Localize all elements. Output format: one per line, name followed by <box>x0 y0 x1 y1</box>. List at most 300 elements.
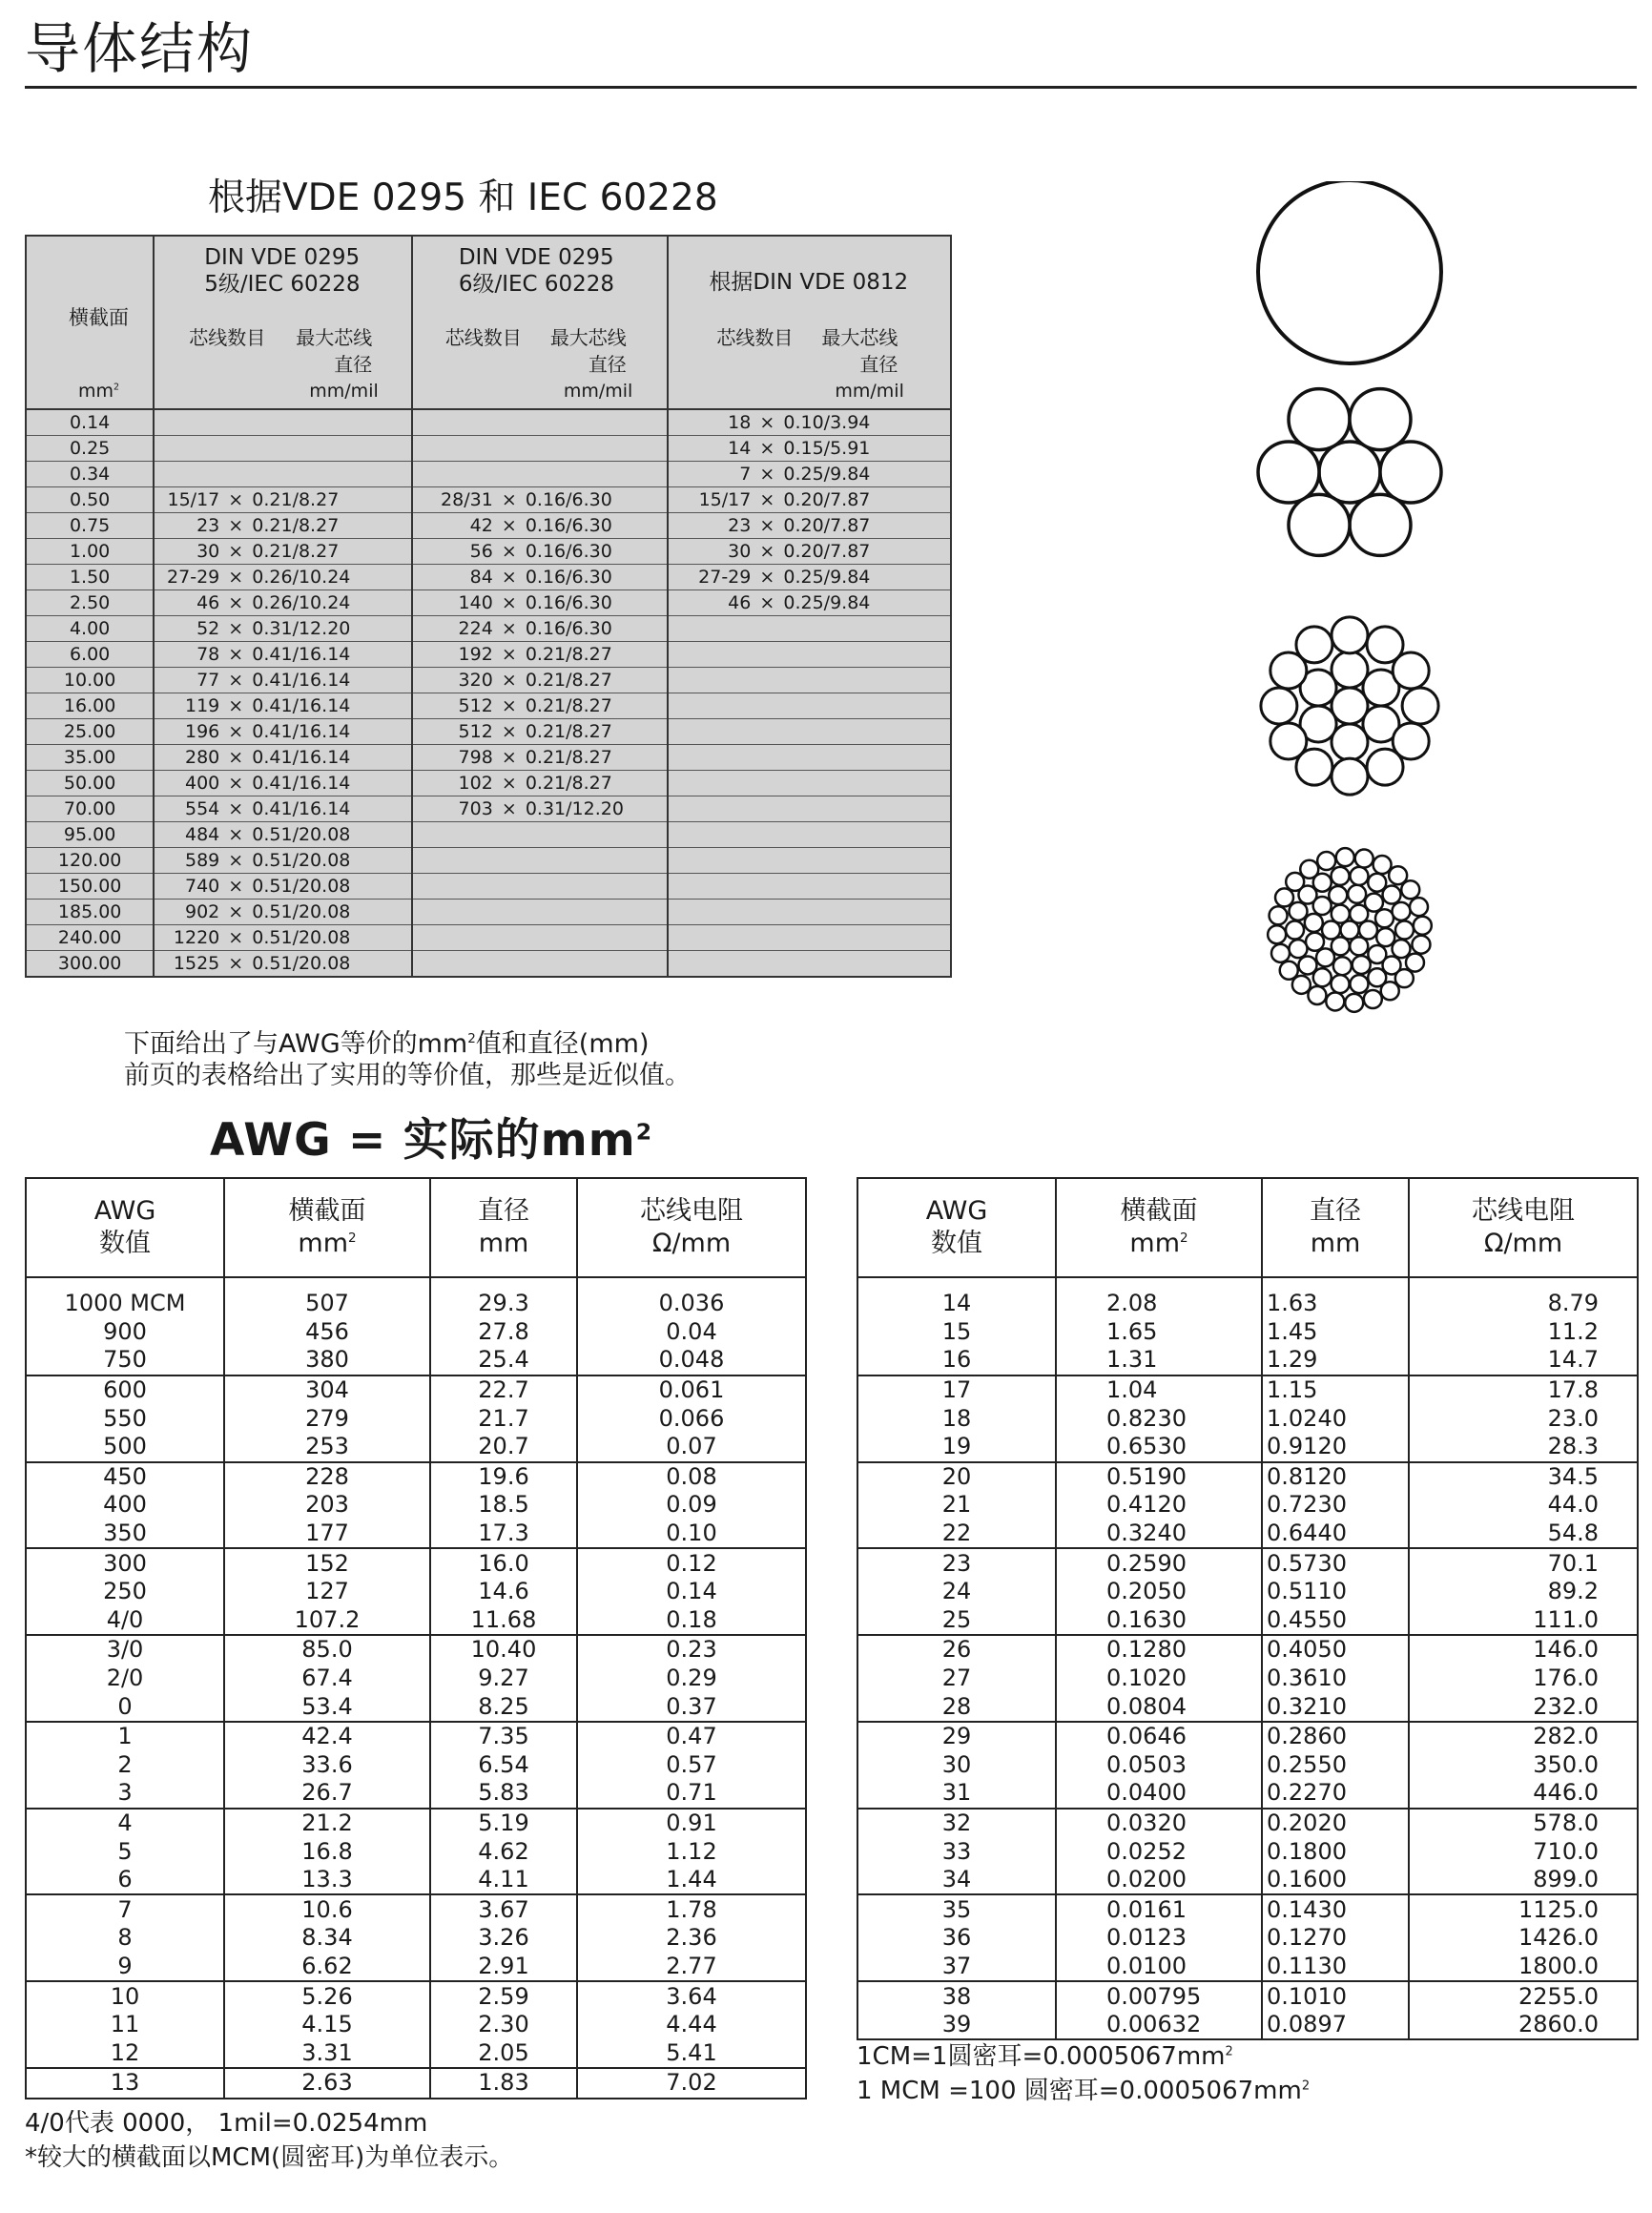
awg-left-header-cross-section: 横截面 $mm^2$ <box>224 1178 430 1277</box>
awg-cell-diameter: 6.54 <box>430 1751 577 1780</box>
awg-cell-resistance: 11.2 <box>1547 1317 1599 1345</box>
vde-cell-c6 <box>412 436 669 462</box>
strand-wire <box>1296 627 1332 663</box>
max-strand-diameter: 0.51/20.08 <box>252 876 351 897</box>
strand-wire <box>1316 948 1334 966</box>
times-symbol: × <box>228 695 244 716</box>
strand-wire <box>1319 442 1380 503</box>
awg-cell-diameter: 4.62 <box>430 1837 577 1866</box>
times-symbol: × <box>759 464 775 485</box>
times-symbol: × <box>759 489 775 510</box>
awg-table-row <box>857 1866 1638 1895</box>
strand-wire <box>1367 749 1403 785</box>
awg-intro-line2: 前页的表格给出了实用的等价值，那些是近似值。 <box>124 1061 691 1090</box>
awg-cell-diameter: 5.19 <box>430 1809 577 1838</box>
awg-table-row <box>26 1894 806 1924</box>
vde-cell-cross-section: 240.00 <box>26 925 154 951</box>
awg-table-row <box>857 1809 1638 1838</box>
vde-table-header <box>26 236 951 409</box>
strand-count: 77 <box>196 670 220 691</box>
awg-table-row <box>857 1520 1638 1549</box>
times-symbol: × <box>228 644 244 665</box>
vde-cell-c8 <box>668 719 951 745</box>
max-strand-diameter: 0.26/10.24 <box>252 567 351 588</box>
vde-cell-c6 <box>412 693 669 719</box>
vde-header-class5-diam: 最大芯线 <box>296 326 373 349</box>
strand-count: 1220 <box>173 927 220 948</box>
vde-cell-cross-section: 0.34 <box>26 462 154 487</box>
awg-cell-cross-section: 21.2 <box>224 1809 430 1838</box>
times-symbol: × <box>501 567 517 588</box>
awg-spacer-cell <box>26 1277 224 1290</box>
awg-cell-gauge: 12 <box>26 2038 224 2068</box>
strand-wire <box>1365 894 1383 912</box>
awg-cell-gauge: 9 <box>26 1953 224 1982</box>
awg-cell-cross-section: 1.65 <box>1056 1318 1262 1347</box>
vde-cell-cross-section: 1.00 <box>26 539 154 565</box>
awg-table-row <box>26 2011 806 2039</box>
awg-cell-diameter: 18.5 <box>430 1491 577 1520</box>
vde-header-0812 <box>668 236 951 409</box>
awg-cell-resistance: 0.066 <box>658 1404 725 1432</box>
awg-cell-resistance: 710.0 <box>1533 1837 1599 1865</box>
awg-cell-gauge: 14 <box>857 1290 1056 1318</box>
awg-cell-cross-section: 13.3 <box>224 1866 430 1895</box>
vde-table-row <box>26 796 951 822</box>
vde-table-row <box>26 539 951 565</box>
times-symbol: × <box>501 747 517 768</box>
awg-cell-resistance: 111.0 <box>1409 1606 1638 1636</box>
times-symbol: × <box>228 953 244 974</box>
awg-cell-cross-section: 0.00795 <box>1056 1981 1262 2011</box>
vde-cell-c6 <box>412 668 669 693</box>
awg-cell-diameter: 20.7 <box>430 1433 577 1462</box>
awg-cell-gauge: 27 <box>857 1665 1056 1693</box>
awg-cell-diameter: 0.1130 <box>1262 1953 1409 1982</box>
vde-header-0812-diam: 最大芯线 <box>821 326 898 349</box>
vde-cell-cross-section: 50.00 <box>26 771 154 796</box>
awg-cell-diameter: 10.40 <box>430 1635 577 1665</box>
awg-cell-resistance: 1.78 <box>666 1895 717 1923</box>
vde-header-0812-count: 芯线数目 <box>716 326 794 349</box>
max-strand-diameter: 0.16/6.30 <box>525 515 612 536</box>
awg-table-row <box>857 1491 1638 1520</box>
strand-wire <box>1402 688 1438 724</box>
max-strand-diameter: 0.51/20.08 <box>252 927 351 948</box>
awg-cell-diameter: 0.5730 <box>1262 1548 1409 1578</box>
awg-cell-cross-section: 0.5190 <box>1056 1462 1262 1492</box>
awg-cell-gauge: 450 <box>26 1462 224 1492</box>
strand-wire <box>1317 852 1335 870</box>
strand-wire <box>1410 898 1428 916</box>
awg-cell-diameter: 0.1800 <box>1262 1837 1409 1866</box>
awg-cell-diameter: 1.83 <box>430 2068 577 2099</box>
times-symbol: × <box>228 824 244 845</box>
awg-table-row <box>857 1751 1638 1780</box>
title-divider <box>25 86 1637 89</box>
awg-cell-diameter: 0.2020 <box>1262 1809 1409 1838</box>
awg-table-row <box>26 1462 806 1492</box>
awg-cell-gauge: 22 <box>857 1520 1056 1549</box>
awg-table-row <box>26 1692 806 1722</box>
times-symbol: × <box>501 695 517 716</box>
strand-wire <box>1326 992 1344 1010</box>
times-symbol: × <box>501 721 517 742</box>
strand-wire <box>1280 962 1298 980</box>
strand-count: 703 <box>458 798 493 819</box>
awg-cell-gauge: 16 <box>857 1346 1056 1375</box>
awg-table-row <box>857 1290 1638 1318</box>
awg-cell-diameter: 11.68 <box>430 1606 577 1636</box>
awg-spacer-cell <box>224 1277 430 1290</box>
vde-table-row <box>26 462 951 487</box>
awg-table-row <box>26 1635 806 1665</box>
awg-cell-cross-section: 33.6 <box>224 1751 430 1780</box>
strand-wire <box>1275 888 1293 906</box>
footnote-left-line1: 4/0代表 0000， 1mil=0.0254mm <box>25 2109 428 2138</box>
strand-wire <box>1258 442 1319 503</box>
awg-table-row <box>857 1779 1638 1809</box>
awg-table-row <box>857 1722 1638 1751</box>
vde-cell-c8 <box>668 462 951 487</box>
vde-table-row <box>26 487 951 513</box>
max-strand-diameter: 0.20/7.87 <box>783 541 871 562</box>
vde-cell-c6 <box>412 565 669 590</box>
awg-cell-resistance: 3.64 <box>666 1982 717 2010</box>
awg-cell-cross-section: 8.34 <box>224 1924 430 1953</box>
awg-cell-diameter: 3.26 <box>430 1924 577 1953</box>
strand-count: 27-29 <box>698 567 752 588</box>
vde-table-row <box>26 565 951 590</box>
awg-cell-resistance: 446.0 <box>1409 1779 1638 1809</box>
awg-table-row <box>857 1375 1638 1405</box>
vde-cell-cross-section: 2.50 <box>26 590 154 616</box>
awg-cell-resistance: 7.02 <box>666 2069 717 2097</box>
strand-wire <box>1306 933 1324 951</box>
awg-cell-resistance: 1.44 <box>577 1866 806 1895</box>
awg-cell-cross-section: 304 <box>224 1375 430 1405</box>
vde-cell-c5 <box>154 668 412 693</box>
awg-cell-diameter: 2.05 <box>430 2038 577 2068</box>
max-strand-diameter: 0.16/6.30 <box>525 489 612 510</box>
vde-header-class5-line2: 5级/IEC 60228 <box>204 272 361 297</box>
awg-cell-diameter: 0.2550 <box>1262 1751 1409 1780</box>
strand-wire <box>1380 442 1441 503</box>
vde-header-class5-count: 芯线数目 <box>189 326 266 349</box>
strand-count: 28/31 <box>441 489 493 510</box>
strand-count: 15/17 <box>167 489 220 510</box>
awg-cell-resistance: 1800.0 <box>1409 1953 1638 1982</box>
awg-cell-resistance: 17.8 <box>1547 1376 1599 1404</box>
awg-cell-gauge: 31 <box>857 1779 1056 1809</box>
awg-cell-diameter: 0.5110 <box>1262 1578 1409 1606</box>
strand-count: 18 <box>728 412 752 433</box>
vde-cell-c6 <box>412 409 669 436</box>
times-symbol: × <box>501 489 517 510</box>
strand-wire <box>1289 902 1307 920</box>
awg-cell-cross-section: 127 <box>224 1578 430 1606</box>
vde-cell-cross-section: 120.00 <box>26 848 154 874</box>
times-symbol: × <box>228 670 244 691</box>
strand-count: 7 <box>739 464 752 485</box>
vde-cell-cross-section: 25.00 <box>26 719 154 745</box>
awg-cell-cross-section: 203 <box>224 1491 430 1520</box>
footnote-left <box>25 2106 513 2175</box>
vde-cell-c8 <box>668 409 951 436</box>
awg-cell-resistance: 54.8 <box>1409 1520 1638 1549</box>
strand-count: 589 <box>185 850 220 871</box>
awg-table-row <box>26 1491 806 1520</box>
awg-cell-gauge: 10 <box>26 1981 224 2011</box>
vde-table-row <box>26 874 951 900</box>
vde-header-class6 <box>412 236 669 409</box>
vde-cell-c5 <box>154 436 412 462</box>
vde-cell-cross-section: 0.75 <box>26 513 154 539</box>
vde-table-row <box>26 719 951 745</box>
awg-cell-gauge: 600 <box>26 1375 224 1405</box>
vde-cell-c5 <box>154 796 412 822</box>
awg-cell-resistance: 5.41 <box>577 2038 806 2068</box>
awg-cell-gauge: 2/0 <box>26 1665 224 1693</box>
awg-cell-resistance: 0.14 <box>666 1578 717 1605</box>
max-strand-diameter: 0.21/8.27 <box>525 747 612 768</box>
vde-cell-c6 <box>412 900 669 925</box>
awg-table-row <box>26 1981 806 2011</box>
awg-cell-diameter: 0.2270 <box>1262 1779 1409 1809</box>
awg-cell-cross-section: 4.15 <box>224 2011 430 2039</box>
awg-cell-gauge: 7 <box>26 1894 224 1924</box>
max-strand-diameter: 0.41/16.14 <box>252 721 351 742</box>
awg-cell-resistance: 2.36 <box>666 1924 717 1952</box>
strand-count: 224 <box>458 618 493 639</box>
footnote-right-line2: 1 MCM =100 圆密耳$=0.0005067mm^2$ <box>857 2077 1311 2105</box>
strand-wire <box>1308 986 1326 1004</box>
awg-cell-resistance: 34.5 <box>1547 1462 1599 1490</box>
strand-count: 52 <box>196 618 220 639</box>
awg-cell-cross-section: 0.0100 <box>1056 1953 1262 1982</box>
awg-cell-gauge: 39 <box>857 2011 1056 2040</box>
awg-cell-gauge: 37 <box>857 1953 1056 1982</box>
awg-cell-diameter: 0.3210 <box>1262 1692 1409 1722</box>
awg-cell-diameter: 0.2860 <box>1262 1722 1409 1751</box>
max-strand-diameter: 0.51/20.08 <box>252 850 351 871</box>
vde-table-row <box>26 513 951 539</box>
awg-table-row <box>26 1548 806 1578</box>
max-strand-diameter: 0.15/5.91 <box>783 438 871 459</box>
strand-wire <box>1289 494 1350 555</box>
vde-cell-c8 <box>668 874 951 900</box>
awg-cell-resistance: 70.1 <box>1547 1549 1599 1577</box>
awg-table-row <box>857 1635 1638 1665</box>
awg-cell-cross-section: 5.26 <box>224 1981 430 2011</box>
awg-cell-resistance: 899.0 <box>1409 1866 1638 1895</box>
awg-cell-cross-section: 0.0320 <box>1056 1809 1262 1838</box>
awg-left-header-diameter: 直径 mm <box>430 1178 577 1277</box>
awg-cell-resistance: 0.07 <box>577 1433 806 1462</box>
awg-cell-diameter: 1.15 <box>1262 1375 1409 1405</box>
max-strand-diameter: 0.20/7.87 <box>783 489 871 510</box>
awg-cell-gauge: 26 <box>857 1635 1056 1665</box>
awg-cell-cross-section: 42.4 <box>224 1722 430 1751</box>
vde-table-row <box>26 436 951 462</box>
vde-cell-c6 <box>412 848 669 874</box>
awg-table-row <box>26 1866 806 1895</box>
vde-cell-c6 <box>412 951 669 978</box>
times-symbol: × <box>759 438 775 459</box>
times-symbol: × <box>759 515 775 536</box>
page-title: 导体结构 <box>25 16 255 81</box>
vde-cell-c5 <box>154 951 412 978</box>
strand-count: 102 <box>458 773 493 794</box>
awg-cell-cross-section: 279 <box>224 1404 430 1433</box>
times-symbol: × <box>759 592 775 613</box>
vde-cell-c5 <box>154 745 412 771</box>
awg-cell-resistance: 0.08 <box>666 1462 717 1490</box>
max-strand-diameter: 0.21/8.27 <box>252 489 340 510</box>
vde-table-caption: 根据VDE 0295 和 IEC 60228 <box>208 176 718 219</box>
max-strand-diameter: 0.25/9.84 <box>783 567 871 588</box>
vde-cell-c6 <box>412 513 669 539</box>
awg-cell-diameter: 8.25 <box>430 1692 577 1722</box>
vde-cell-cross-section: 35.00 <box>26 745 154 771</box>
awg-cell-gauge: 8 <box>26 1924 224 1953</box>
vde-table-row <box>26 848 951 874</box>
awg-cell-resistance: 0.29 <box>666 1665 717 1692</box>
vde-header-cross-section <box>26 236 154 409</box>
strand-wire <box>1401 880 1419 899</box>
awg-cell-gauge: 900 <box>26 1318 224 1347</box>
awg-cell-cross-section: 1.31 <box>1056 1346 1262 1375</box>
awg-cell-diameter: 0.1600 <box>1262 1866 1409 1895</box>
vde-cell-c8 <box>668 771 951 796</box>
vde-cell-c5 <box>154 925 412 951</box>
awg-cell-resistance: 1125.0 <box>1518 1895 1599 1923</box>
times-symbol: × <box>501 541 517 562</box>
strand-count: 740 <box>185 876 220 897</box>
vde-cell-c5 <box>154 900 412 925</box>
vde-cell-c5 <box>154 539 412 565</box>
strand-wire <box>1350 389 1411 450</box>
awg-table-row <box>26 1751 806 1780</box>
awg-table-row <box>26 1606 806 1636</box>
strand-count: 42 <box>469 515 493 536</box>
vde-cell-c5 <box>154 590 412 616</box>
vde-cell-cross-section: 16.00 <box>26 693 154 719</box>
strand-count: 400 <box>185 773 220 794</box>
awg-table-right <box>857 1177 1639 2040</box>
vde-table-row <box>26 771 951 796</box>
strand-count: 280 <box>185 747 220 768</box>
awg-cell-resistance: 282.0 <box>1533 1723 1599 1750</box>
awg-cell-cross-section: 0.8230 <box>1056 1404 1262 1433</box>
awg-cell-resistance: 0.47 <box>666 1723 717 1750</box>
strand-wire <box>1258 181 1441 363</box>
vde-cell-c6 <box>412 745 669 771</box>
vde-header-class6-diam: 最大芯线 <box>549 326 627 349</box>
vde-table-row <box>26 616 951 642</box>
awg-spacer-cell <box>1262 1277 1409 1290</box>
awg-cell-cross-section: 0.0252 <box>1056 1837 1262 1866</box>
vde-header-class6-count: 芯线数目 <box>444 326 522 349</box>
awg-cell-diameter: 27.8 <box>430 1318 577 1347</box>
awg-spacer-cell <box>430 1277 577 1290</box>
vde-cell-cross-section: 0.14 <box>26 409 154 436</box>
awg-cell-gauge: 24 <box>857 1578 1056 1606</box>
vde-table-row <box>26 900 951 925</box>
max-strand-diameter: 0.51/20.08 <box>252 824 351 845</box>
awg-cell-diameter: 2.59 <box>430 1981 577 2011</box>
vde-cell-c5 <box>154 616 412 642</box>
vde-header-class6-unit: mm/mil <box>563 381 633 402</box>
strand-wire <box>1393 652 1429 689</box>
max-strand-diameter: 0.16/6.30 <box>525 618 612 639</box>
awg-cell-cross-section: 152 <box>224 1548 430 1578</box>
awg-cell-gauge: 1 <box>26 1722 224 1751</box>
awg-table-row <box>857 1346 1638 1375</box>
strand-wire <box>1412 936 1430 954</box>
strand-wire <box>1332 975 1350 993</box>
vde-cell-cross-section: 4.00 <box>26 616 154 642</box>
vde-cell-c8 <box>668 693 951 719</box>
vde-cell-c8 <box>668 900 951 925</box>
awg-cell-gauge: 500 <box>26 1433 224 1462</box>
awg-cell-cross-section: 0.3240 <box>1056 1520 1262 1549</box>
vde-table-row <box>26 822 951 848</box>
strand-wire <box>1261 688 1297 724</box>
strand-wire <box>1364 990 1382 1008</box>
strand-count: 78 <box>196 644 220 665</box>
footnote-right-line1: 1CM=1圆密耳$=0.0005067mm^2$ <box>857 2042 1233 2071</box>
awg-spacer-cell <box>1056 1277 1262 1290</box>
strand-wire <box>1332 867 1350 885</box>
awg-table-row <box>26 1924 806 1953</box>
max-strand-diameter: 0.41/16.14 <box>252 747 351 768</box>
max-strand-diameter: 0.41/16.14 <box>252 798 351 819</box>
vde-cell-c5 <box>154 822 412 848</box>
vde-cell-c6 <box>412 462 669 487</box>
awg-cell-diameter: 16.0 <box>430 1548 577 1578</box>
strand-wire <box>1406 954 1424 972</box>
times-symbol: × <box>759 567 775 588</box>
awg-table-row <box>857 1548 1638 1578</box>
awg-cell-resistance: 23.0 <box>1547 1404 1599 1432</box>
awg-cell-cross-section: 3.31 <box>224 2038 430 2068</box>
strand-count: 14 <box>728 438 752 459</box>
vde-header-0812-diam2: 直径 <box>859 353 898 376</box>
vde-cell-c6 <box>412 796 669 822</box>
awg-table-row <box>857 1665 1638 1693</box>
awg-table-row <box>857 1837 1638 1866</box>
times-symbol: × <box>501 515 517 536</box>
awg-cell-resistance: 176.0 <box>1533 1665 1599 1692</box>
awg-table-row <box>26 1578 806 1606</box>
strand-wire <box>1332 758 1368 795</box>
vde-cell-c5 <box>154 848 412 874</box>
vde-header-class5 <box>154 236 412 409</box>
vde-cell-cross-section: 70.00 <box>26 796 154 822</box>
awg-spacer-cell <box>577 1277 806 1290</box>
awg-cell-cross-section: 67.4 <box>224 1665 430 1693</box>
awg-cell-diameter: 9.27 <box>430 1665 577 1693</box>
awg-cell-resistance: 0.10 <box>577 1520 806 1549</box>
vde-header-class5-unit: mm/mil <box>309 381 379 402</box>
vde-cell-cross-section: 185.00 <box>26 900 154 925</box>
awg-cell-diameter: 1.45 <box>1262 1318 1409 1347</box>
vde-cell-c5 <box>154 487 412 513</box>
awg-cell-resistance: 1.12 <box>666 1837 717 1865</box>
awg-heading: AWG = 实际的$mm^2$ <box>210 1114 653 1167</box>
awg-cell-diameter: 7.35 <box>430 1722 577 1751</box>
